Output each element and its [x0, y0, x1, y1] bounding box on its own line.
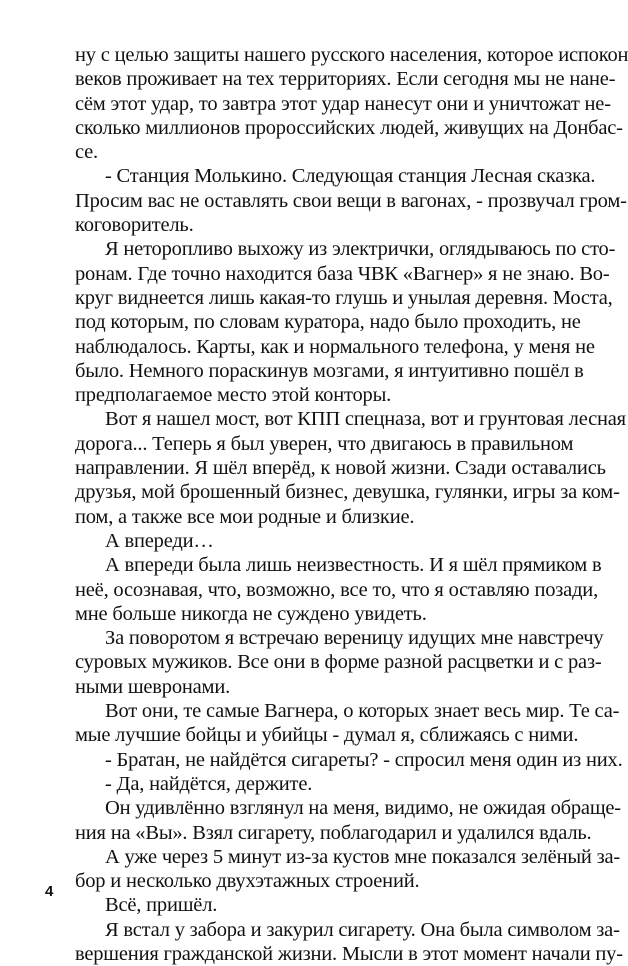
text-line: коговоритель. — [75, 214, 194, 237]
text-line: наблюдалось. Карты, как и нормального телефона, у меня не — [75, 335, 595, 358]
text-line: ронам. Где точно находится база ЧВК «Вагнер» я не знаю. Во- — [75, 262, 610, 285]
paragraph — [45, 43, 628, 164]
text-line: - Станция Молькино. Следующая станция Лесная сказка. — [105, 165, 596, 188]
paragraph — [45, 772, 558, 796]
text-line: мые лучшие бойцы и убийцы - думал я, сближаясь с ними. — [75, 724, 579, 747]
text-line: суровых мужиков. Все они в форме разной расцветки и с раз- — [75, 651, 602, 674]
text-line: А впереди была лишь неизвестность. И я шёл прямиком в — [105, 554, 602, 577]
text-line: Просим вас не оставлять свои вещи в вагонах, - прозвучал гром- — [75, 189, 627, 212]
text-line: Я неторопливо выхожу из электрички, оглядываюсь по сто- — [105, 238, 616, 261]
paragraph — [45, 626, 604, 699]
text-line: веков проживает на тех территориях. Если сегодня мы не нане- — [75, 68, 616, 91]
text-line: Вот они, те самые Вагнера, о которых знает весь мир. Те са- — [105, 700, 620, 723]
text-line: сколько миллионов пророссийских людей, живущих на Донбас- — [75, 116, 623, 139]
text-line: Он удивлённо взглянул на меня, видимо, не ожидая обраще- — [105, 797, 621, 820]
text-line: сём этот удар, то завтра этот удар нанесут они и уничтожат не- — [75, 92, 611, 115]
paragraph — [45, 237, 616, 407]
text-line: А впереди… — [105, 529, 214, 552]
text-line: бор и несколько двухэтажных строений. — [75, 870, 420, 893]
text-line: вершения гражданской жизни. Мысли в этот момент начали пу- — [75, 942, 623, 965]
text-line: ния на «Вы». Взял сигарету, поблагодарил и удалился вдаль. — [75, 821, 592, 844]
text-line: было. Немного пораскинув мозгами, я интуитивно пошёл в — [75, 359, 584, 382]
text-line: под которым, по словам куратора, надо было проходить, не — [75, 311, 581, 334]
text-line: дорога... Теперь я был уверен, что двигаюсь в правильном — [75, 432, 574, 455]
paragraph — [45, 407, 626, 528]
text-line: друзья, мой брошенный бизнес, девушка, гулянки, игры за ком- — [75, 481, 620, 504]
paragraph — [45, 529, 558, 553]
paragraph — [45, 748, 623, 772]
text-line: - Братан, не найдётся сигареты? - спросил меня один из них. — [105, 748, 623, 771]
text-line: неё, осознавая, что, возможно, все то, что я оставляю позади, — [75, 578, 598, 601]
text-line: Всё, пришёл. — [105, 894, 218, 917]
text-line: мне больше никогда не суждено увидеть. — [75, 602, 427, 625]
text-line: ными шевронами. — [75, 675, 231, 698]
paragraph — [45, 164, 627, 237]
paragraph — [45, 796, 621, 845]
paragraph — [45, 918, 623, 966]
text-line: ну с целью защиты нашего русского населения, которое испокон — [75, 44, 628, 66]
text-line: предполагаемое место этой конторы. — [75, 384, 392, 407]
text-line: пом, а также все мои родные и близкие. — [75, 505, 415, 528]
page-body — [45, 43, 628, 966]
text-line: направлении. Я шёл вперёд, к новой жизни. Сзади оставались — [75, 457, 606, 480]
paragraph — [45, 553, 602, 626]
page-number: 4 — [45, 883, 54, 900]
text-line: За поворотом я встречаю вереницу идущих мне навстречу — [105, 627, 604, 650]
paragraph — [45, 845, 621, 894]
text-line: се. — [75, 141, 98, 164]
paragraph — [45, 699, 620, 748]
text-line: А уже через 5 минут из-за кустов мне показался зелёный за- — [105, 845, 621, 868]
text-line: Я встал у забора и закурил сигарету. Она была символом за- — [105, 918, 620, 941]
text-line: Вот я нашел мост, вот КПП спецназа, вот и грунтовая лесная — [105, 408, 626, 431]
paragraph — [45, 893, 558, 917]
text-line: круг виднеется лишь какая-то глушь и унылая деревня. Моста, — [75, 286, 613, 309]
text-line: - Да, найдётся, держите. — [105, 772, 313, 795]
